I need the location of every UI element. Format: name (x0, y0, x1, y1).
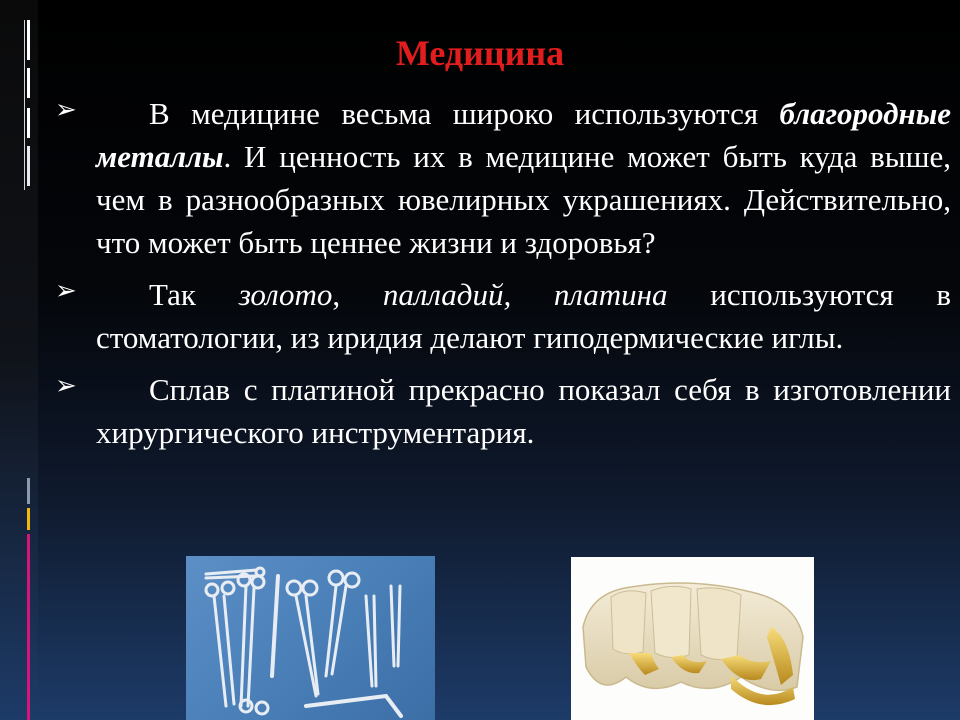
bullet-arrow-icon: ➢ (55, 371, 77, 401)
left-decorative-strip (0, 0, 38, 720)
bullet-arrow-icon: ➢ (55, 276, 77, 306)
surgical-instruments-illustration (186, 556, 435, 720)
bullet-item (55, 273, 951, 359)
bullet-text-segment: , (332, 277, 383, 312)
bullet-text-segment: используются в стоматологии, из иридия делают гиподермические иглы. (96, 277, 951, 355)
dental-bridge-illustration (571, 557, 814, 720)
bullet-text-segment: Так (149, 277, 239, 312)
deco-bar-white (27, 108, 30, 138)
deco-bar-yellow (27, 508, 30, 530)
bullet-text (96, 273, 951, 359)
deco-bar-magenta (27, 534, 30, 720)
bullet-text-segment: палладий, платина (382, 277, 668, 312)
deco-bar-gray (27, 478, 30, 504)
bullet-text-segment: В медицине весьма широко используются (149, 96, 780, 131)
bullet-text-segment: благородные металлы (96, 96, 951, 174)
bullet-list (55, 92, 951, 463)
bullet-item (55, 368, 951, 454)
bullet-text-segment: золото (238, 277, 333, 312)
bullet-arrow-icon: ➢ (55, 95, 77, 125)
slide-title: Медицина (395, 33, 565, 73)
dental-bridge-photo (571, 557, 814, 720)
surgical-instruments-photo (186, 556, 435, 720)
bullet-text (96, 92, 951, 264)
bullet-item (55, 92, 951, 264)
bullet-text-segment: Сплав с платиной прекрасно показал себя в изготовлении хирургического инструментария. (96, 372, 951, 450)
deco-bar-white (27, 146, 30, 186)
bullet-text-segment: . И ценность их в медицине может быть куда выше, чем в разнообразных ювелирных украшениях. Действительно, что может быть ценнее жизни и здоровья? (96, 139, 951, 260)
bullet-text (96, 368, 951, 454)
